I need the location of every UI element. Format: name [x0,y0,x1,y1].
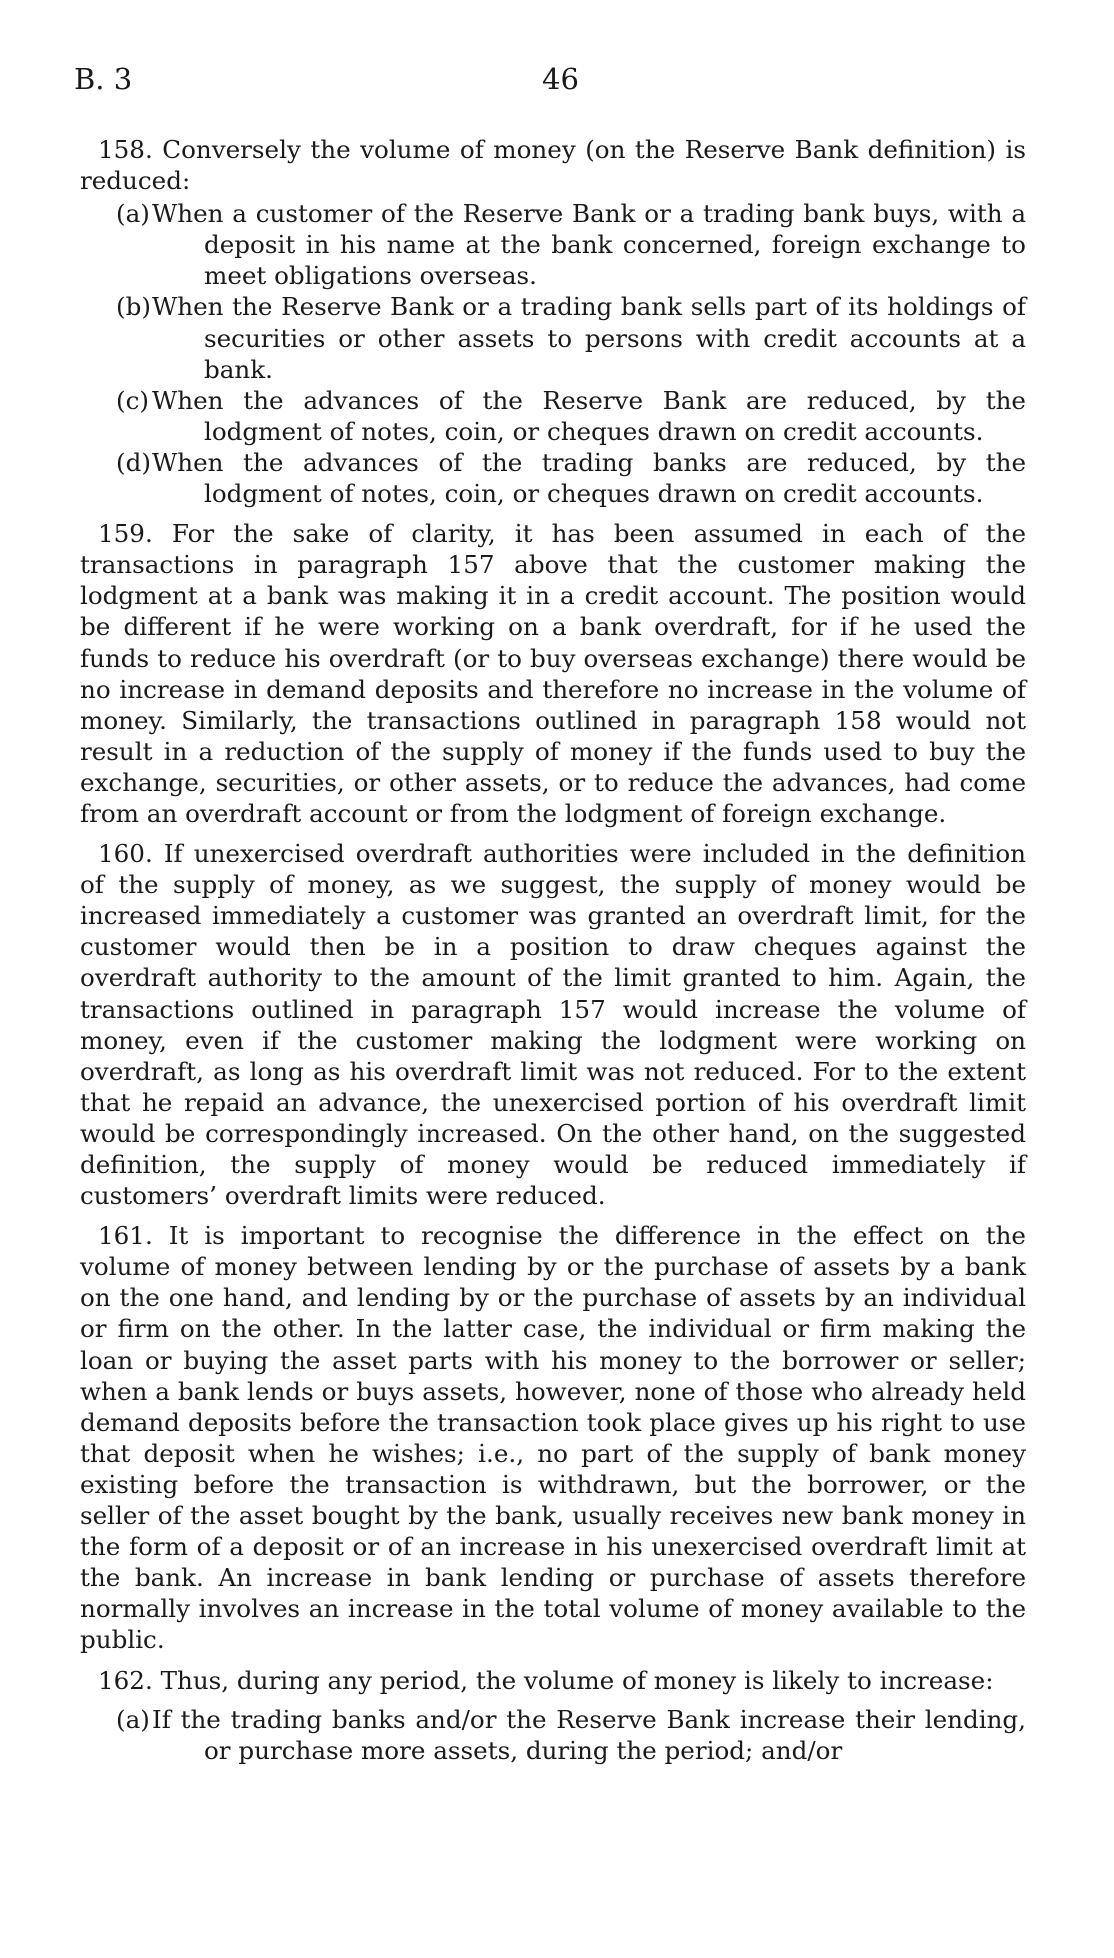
paragraph-158-intro: 158. Conversely the volume of money (on the Reserve Bank definition) is reduced: [80,135,1026,196]
list-item [80,1704,1026,1766]
paragraph-162-list [80,1704,1026,1766]
list-item-label: (b) [116,292,151,322]
list-item [80,385,1026,447]
list-item-label: (a) [116,199,150,229]
list-item [80,291,1026,384]
paragraph-159: 159. For the sake of clarity, it has been assumed in each of the transactions in paragraph 157 above that the customer making the lodgment at a bank was making it in a credit account. The position would be different if he were working on a bank overdraft, for if he used the funds to reduce his overdraft (or to buy overseas exchange) there would be no increase in demand deposits and therefore no increase in the volume of money. Similarly, the transactions outlined in paragraph 158 would not result in a reduction of the supply of money if the funds used to buy the exchange, securities, or other assets, or to reduce the advances, had come from an overdraft account or from the lodgment of foreign exchange. [80,519,1026,828]
paragraph-162-intro: 162. Thus, during any period, the volume of money is likely to increase: [98,1665,994,1695]
list-item-text: When the Reserve Bank or a trading bank sells part of its holdings of securities or other assets to persons with credit accounts at a bank. [152,292,1026,384]
list-item-label: (c) [116,385,149,415]
list-item-label: (d) [116,447,151,477]
list-item-text: When the advances of the Reserve Bank are reduced, by the lodgment of notes, coin, or cheques drawn on credit accounts. [152,385,1026,446]
list-item-label: (a) [116,1704,150,1734]
paragraph-158-list [80,198,1026,509]
paragraph-160: 160. If unexercised overdraft authorities were included in the definition of the supply of money, as we suggest, the supply of money would be increased immediately a customer was granted an overdraft limit, for the customer would then be in a position to draw cheques against the overdraft authority to the amount of the limit granted to him. Again, the transactions outlined in paragraph 157 would increase the volume of money, even if the customer making the lodgment were working on overdraft, as long as his overdraft limit was not reduced. For to the extent that he repaid an advance, the unexercised portion of his overdraft limit would be correspondingly increased. On the other hand, on the suggested definition, the supply of money would be reduced immediately if customers’ overdraft limits were reduced. [80,839,1026,1211]
list-item-text: When a customer of the Reserve Bank or a trading bank buys, with a deposit in his name at the bank concerned, foreign exchange to meet obligations overseas. [152,199,1026,291]
list-item [80,447,1026,509]
list-item [80,198,1026,291]
list-item-text: When the advances of the trading banks are reduced, by the lodgment of notes, coin, or cheques drawn on credit accounts. [152,447,1026,509]
page-header [74,62,1024,102]
body-text [80,134,1026,1766]
page-number: 46 [542,62,579,96]
paragraph-161: 161. It is important to recognise the difference in the effect on the volume of money between lending by or the purchase of assets by a bank on the one hand, and lending by or the purchase of assets by an individual or firm on the other. In the latter case, the individual or firm making the loan or buying the asset parts with his money to the borrower or seller; when a bank lends or buys assets, however, none of those who already held demand deposits before the transaction took place gives up his right to use that deposit when he wishes; i.e., no part of the supply of bank money existing before the transaction is withdrawn, but the borrower, or the seller of the asset bought by the bank, usually receives new bank money in the form of a deposit or of an increase in his unexercised overdraft limit at the bank. An increase in bank lending or purchase of assets therefore normally involves an increase in the total volume of money available to the public. [80,1221,1026,1655]
document-reference: B. 3 [74,62,133,96]
list-item-text: If the trading banks and/or the Reserve Bank increase their lending, or purchase more assets, during the period; and/or [152,1704,1026,1765]
